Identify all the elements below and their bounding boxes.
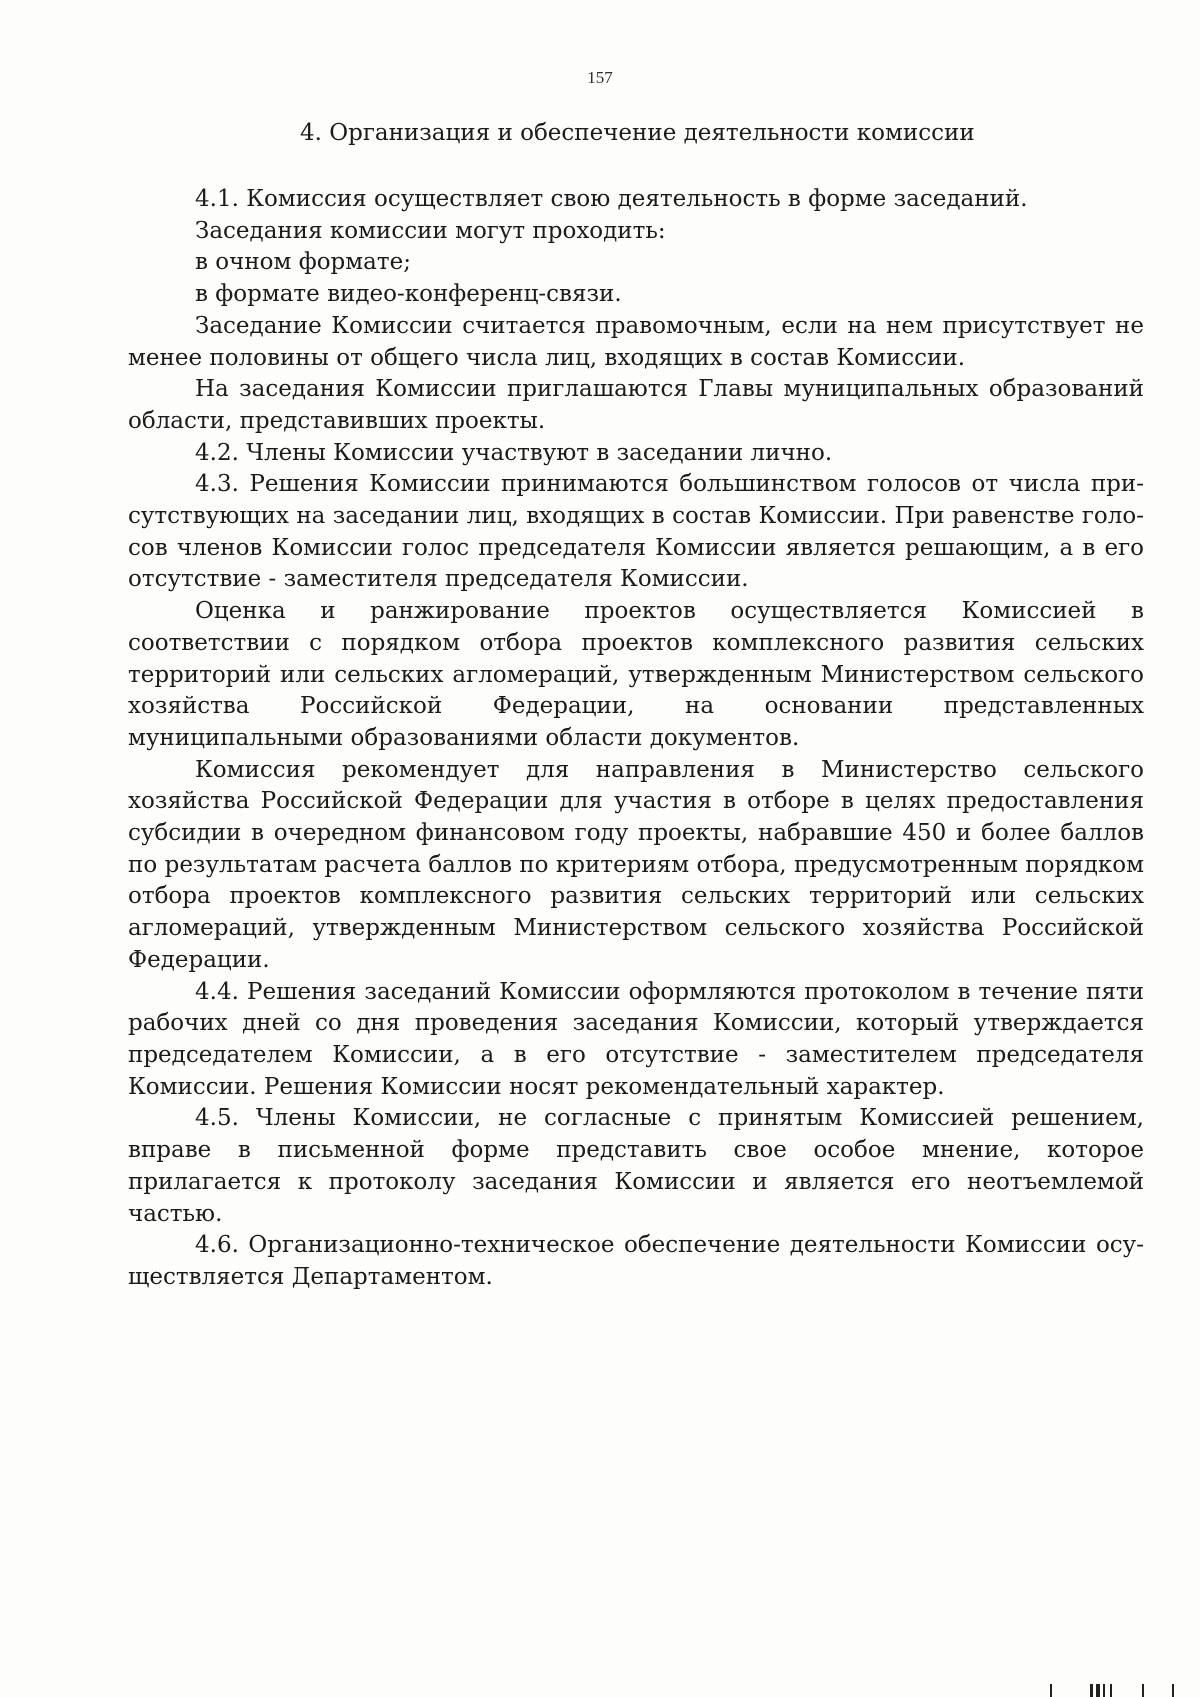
paragraph-format-in-person: в очном формате;: [195, 249, 411, 276]
paragraph-4-3: 4.3. Решения Комиссии принимаются большинством голосов от числа присутствующих на заседании лиц, входящих в состав Комиссии. При равенстве голосов членов Комиссии голос председателя Комиссии является решающим, а в его отсутствие - заместителя председателя Комиссии.: [128, 471, 1144, 593]
section-title: 4. Организация и обеспечение деятельности комиссии: [300, 120, 975, 146]
paragraph-4-6: 4.6. Организационно-техническое обеспечение деятельности Комиссии осуществляется Департаментом.: [128, 1232, 1144, 1290]
paragraph-4-5: 4.5. Члены Комиссии, не согласные с принятым Комиссией решением, вправе в письменной форме представить свое особое мнение, которое прилагается к протоколу заседания Комиссии и является его неотъемлемой частью.: [128, 1105, 1144, 1227]
document-body: [128, 184, 1144, 1294]
paragraph-4-4: 4.4. Решения заседаний Комиссии оформляются протоколом в течение пяти рабочих дней со дня проведения заседания Комиссии, который утверждается председателем Комиссии, а в его отсутствие - заместителем председателя Комиссии. Решения Комиссии носят рекомендательный характер.: [128, 978, 1144, 1100]
scan-marks: [1050, 1684, 1180, 1697]
paragraph-evaluation: Оценка и ранжирование проектов осуществляется Комиссией в соответствии с порядком отбора проектов комплексного развития сельских территорий или сельских агломераций, утвержденным Министерством сельского хозяйства Российской Федерации, на основании представленных муниципальными образованиями области документов.: [128, 598, 1144, 751]
paragraph-quorum: Заседание Комиссии считается правомочным, если на нем присутствует не менее половины от общего числа лиц, входящих в состав Комиссии.: [128, 312, 1144, 371]
paragraph-4-2: 4.2. Члены Комиссии участвуют в заседании лично.: [195, 439, 833, 466]
paragraph-invitations: На заседания Комиссии приглашаются Главы муниципальных образований области, представивших проекты.: [128, 376, 1144, 434]
paragraph-format-video: в формате видео-конференц-связи.: [195, 281, 622, 308]
paragraph-recommendation: Комиссия рекомендует для направления в Министерство сельского хозяйства Российской Федерации для участия в отборе в целях предоставления субсидии в очередном финансовом году проекты, набравшие 450 и более баллов по результатам расчета баллов по критериям отбора, предусмотренным порядком отбора проектов комплексного развития сельских территорий или сельских агломераций, утвержденным Министерством сельского хозяйства Российской Федерации.: [128, 756, 1144, 973]
paragraph-formats-intro: Заседания комиссии могут проходить:: [195, 217, 666, 244]
page-number: 157: [587, 68, 613, 87]
paragraph-4-1: 4.1. Комиссия осуществляет свою деятельность в форме заседаний.: [195, 186, 1028, 212]
